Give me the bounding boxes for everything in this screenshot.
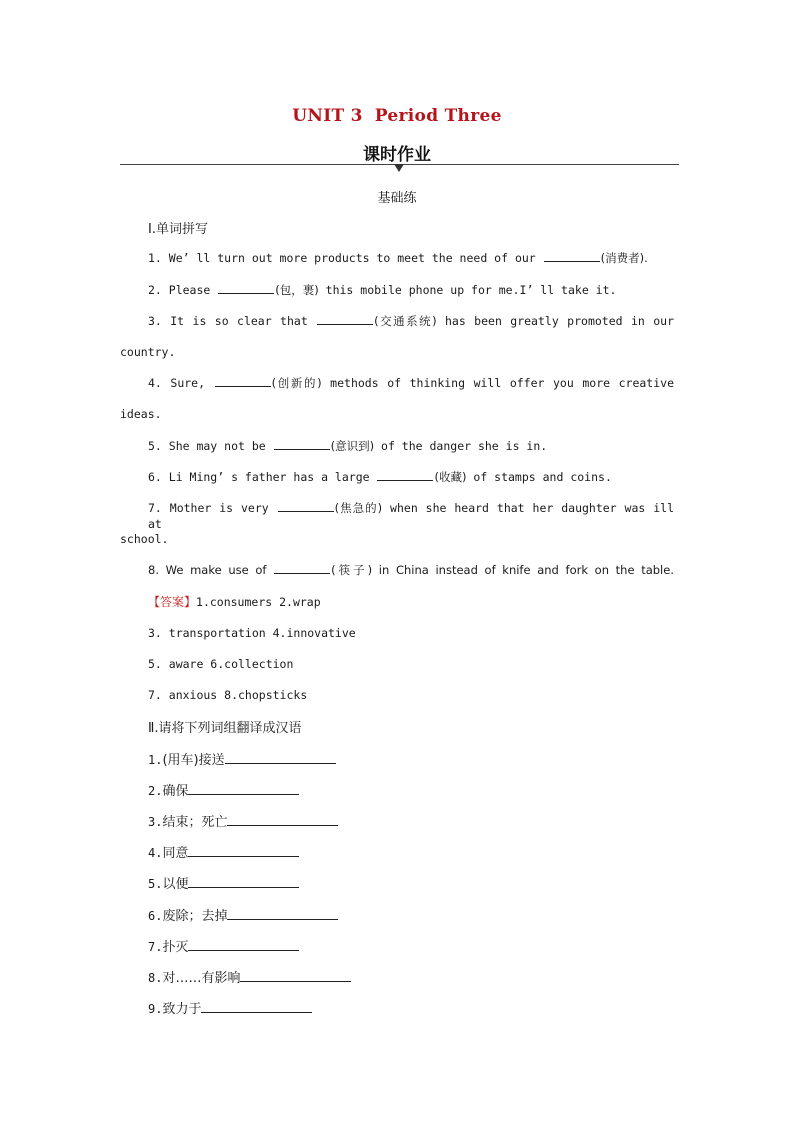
answer-line-1: 【答案】1.consumers 2.wrap xyxy=(148,595,321,609)
period-label: Period Three xyxy=(374,106,502,126)
answer-blank xyxy=(240,967,351,982)
exercise-item-7: 7. Mother is very (焦急的) when she heard that her daughter was ill at xyxy=(148,501,674,531)
section-label: 基础练 xyxy=(377,191,417,206)
answer-line-3: 5. aware 6.collection xyxy=(148,657,294,671)
exercise-item-4-cont: ideas. xyxy=(120,407,162,421)
page-title xyxy=(0,106,794,126)
translation-item-8: 8.对……有影响 xyxy=(148,967,351,988)
answer-tag: 【答案】 xyxy=(148,595,197,609)
translation-item-5: 5.以便 xyxy=(148,873,299,894)
unit-label: UNIT 3 xyxy=(292,106,363,126)
answer-blank xyxy=(274,438,330,450)
answer-line-2: 3. transportation 4.innovative xyxy=(148,626,356,640)
answer-blank xyxy=(188,780,299,795)
translation-item-6: 6.废除；去掉 xyxy=(148,905,338,926)
translation-item-7: 7.扑灭 xyxy=(148,936,299,957)
answer-blank xyxy=(218,282,274,294)
exercise-item-2: 2. Please (包，裹) this mobile phone up for me.I’ ll take it. xyxy=(148,283,617,297)
part1-heading: Ⅰ.单词拼写 xyxy=(148,222,208,237)
answer-blank xyxy=(227,905,338,920)
page-subtitle: 课时作业 xyxy=(363,145,431,165)
answer-blank xyxy=(201,998,312,1013)
translation-item-3: 3.结束；死亡 xyxy=(148,811,338,832)
exercise-item-5: 5. She may not be (意识到) of the danger she is in. xyxy=(148,439,548,453)
exercise-item-4: 4. Sure, (创新的) methods of thinking will offer you more creative xyxy=(148,376,674,390)
answer-blank xyxy=(215,375,271,387)
translation-item-9: 9.致力于 xyxy=(148,998,312,1019)
answer-blank xyxy=(227,811,338,826)
answer-blank xyxy=(278,500,334,512)
answer-blank xyxy=(188,873,299,888)
translation-item-2: 2.确保 xyxy=(148,780,299,801)
answer-blank xyxy=(188,842,299,857)
exercise-item-1: 1. We’ ll turn out more products to meet the need of our (消费者). xyxy=(148,251,648,265)
answer-blank xyxy=(225,749,336,764)
translation-item-1: 1.(用车)接送 xyxy=(148,749,336,770)
answer-blank xyxy=(317,313,373,325)
exercise-item-8: 8. We make use of (筷子) in China instead of knife and fork on the table. xyxy=(148,563,674,577)
answer-blank xyxy=(188,936,299,951)
answer-line-4: 7. anxious 8.chopsticks xyxy=(148,688,308,702)
exercise-item-6: 6. Li Ming’ s father has a large (收藏) of stamps and coins. xyxy=(148,470,612,484)
answer-blank xyxy=(544,250,600,262)
triangle-down-icon xyxy=(394,164,404,172)
exercise-item-3-cont: country. xyxy=(120,345,176,359)
translation-item-4: 4.同意 xyxy=(148,842,299,863)
answer-blank xyxy=(377,469,433,481)
exercise-item-3: 3. It is so clear that (交通系统) has been greatly promoted in our xyxy=(148,314,674,328)
part2-heading: Ⅱ.请将下列词组翻译成汉语 xyxy=(148,721,302,736)
exercise-item-7-cont: school. xyxy=(120,532,169,546)
answer-blank xyxy=(274,562,330,574)
